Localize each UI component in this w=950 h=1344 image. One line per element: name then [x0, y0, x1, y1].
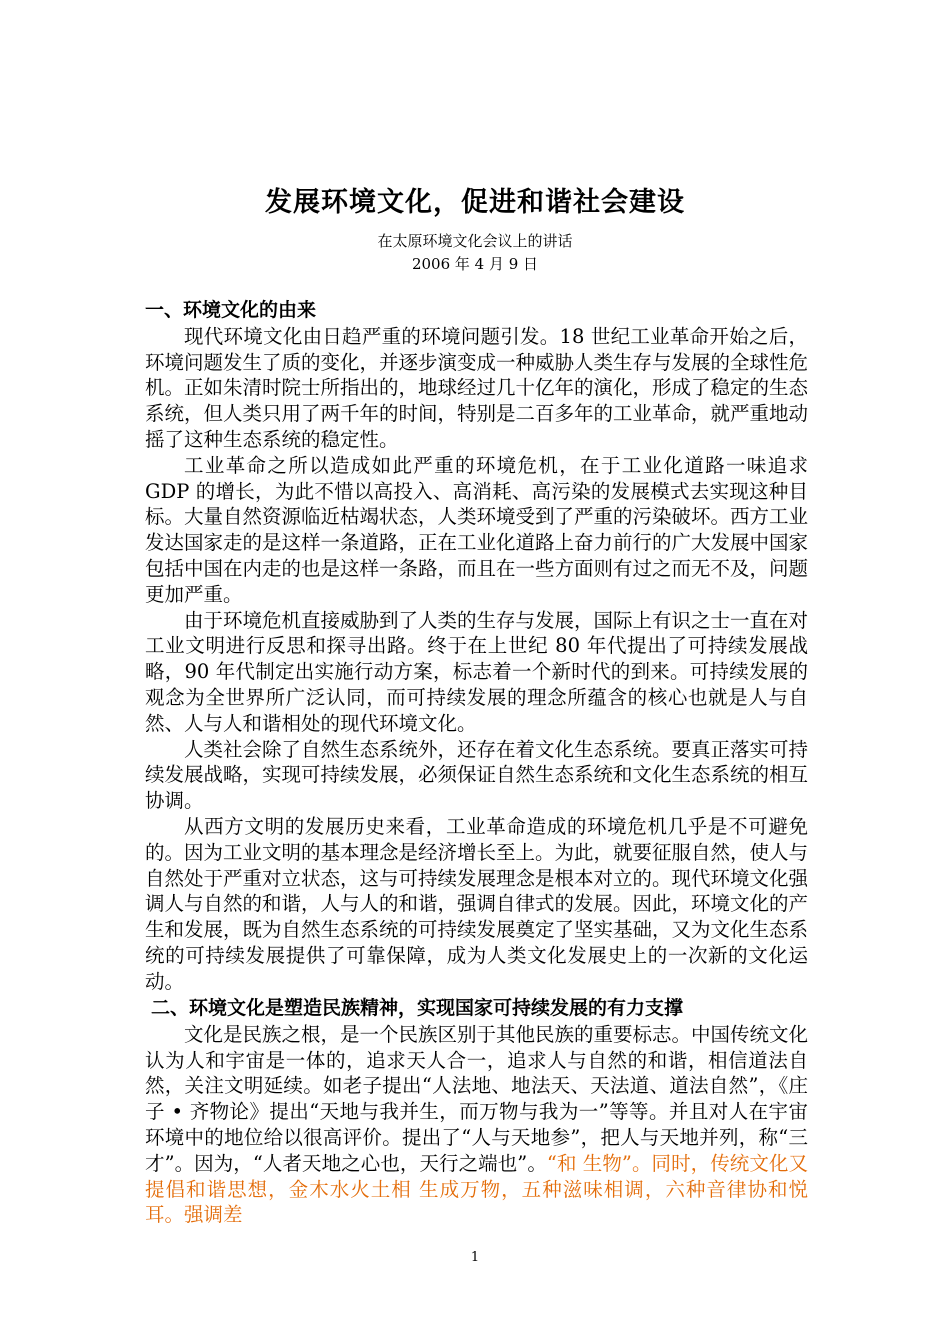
- section-1-paragraph: 工业革命之所以造成如此严重的环境危机，在于工业化道路一味追求 GDP 的增长，为此不惜以高投入、高消耗、高污染的发展模式去实现这种目标。大量自然资源临近枯竭状态，人类环境受到了严重的污染破坏。西方工业发达国家走的是这样一条道路，正在工业化道路上奋力前行的广大发展中国家包括中国在内走的也是这样一条路，而且在一些方面则有过之而无不及，问题更加严重。: [145, 453, 809, 606]
- section-2-highlighted-text: “和 生物”。同时，传统文化又提倡和谐思想，金木水火土相 生成万物，五种滋味相调，六种音律协和悦耳。强调差: [145, 1151, 808, 1227]
- page-number: 1: [470, 1250, 480, 1265]
- section-1-paragraph: 现代环境文化由日趋严重的环境问题引发。18 世纪工业革命开始之后，环境问题发生了质的变化，并逐步演变成一种威胁人类生存与发展的全球性危机。正如朱清时院士所指出的，地球经过几十亿年的演化，形成了稳定的生态系统，但人类只用了两千年的时间，特别是二百多年的工业革命，就严重地动摇了这种生态系统的稳定性。: [145, 324, 809, 451]
- section-2: [145, 996, 808, 1228]
- section-2-paragraph: [145, 1022, 808, 1228]
- document-subtitle: 在太原环境文化会议上的讲话: [377, 232, 573, 250]
- document-title: 发展环境文化，促进和谐社会建设: [265, 187, 685, 218]
- section-1-paragraph: 由于环境危机直接威胁到了人类的生存与发展，国际上有识之士一直在对工业文明进行反思和探寻出路。终于在上世纪 80 年代提出了可持续发展战略，90 年代制定出实施行动方案，标志着一个新时代的到来。可持续发展的观念为全世界所广泛认同，而可持续发展的理念所蕴含的核心也就是人与自然、人与人和谐相处的现代环境文化。: [145, 608, 809, 735]
- section-1-paragraph: 人类社会除了自然生态系统外，还存在着文化生态系统。要真正落实可持续发展战略，实现可持续发展，必须保证自然生态系统和文化生态系统的相互协调。: [145, 737, 809, 813]
- section-1-heading: 一、环境文化的由来: [145, 299, 317, 321]
- section-2-text: 文化是民族之根，是一个民族区别于其他民族的重要标志。中国传统文化认为人和宇宙是一体的，追求天人合一，追求人与自然的和谐，相信道法自然，关注文明延续。如老子提出“人法地、地法天、天法道、道法自然”，《庄子 • 齐物论》提出“天地与我并生，而万物与我为一”等等。并且对人在宇宙环境中的地位给以很高评价。提出了“人与天地参”，把人与天地并列，称“三才”。因为，“人者天地之心也，天行之端也”。: [145, 1022, 809, 1175]
- document-date: 2006 年 4 月 9 日: [411, 255, 539, 273]
- section-2-heading: 二、环境文化是塑造民族精神，实现国家可持续发展的有力支撑: [151, 997, 684, 1019]
- section-1: [145, 298, 808, 995]
- section-1-paragraph: 从西方文明的发展历史来看，工业革命造成的环境危机几乎是不可避免的。因为工业文明的基本理念是经济增长至上。为此，就要征服自然，使人与自然处于严重对立状态，这与可持续发展理念是根本对立的。现代环境文化强调人与自然的和谐，人与人的和谐，强调自律式的发展。因此，环境文化的产生和发展，既为自然生态系统的可持续发展奠定了坚实基础，又为文化生态系统的可持续发展提供了可靠保障，成为人类文化发展史上的一次新的文化运动。: [145, 814, 809, 993]
